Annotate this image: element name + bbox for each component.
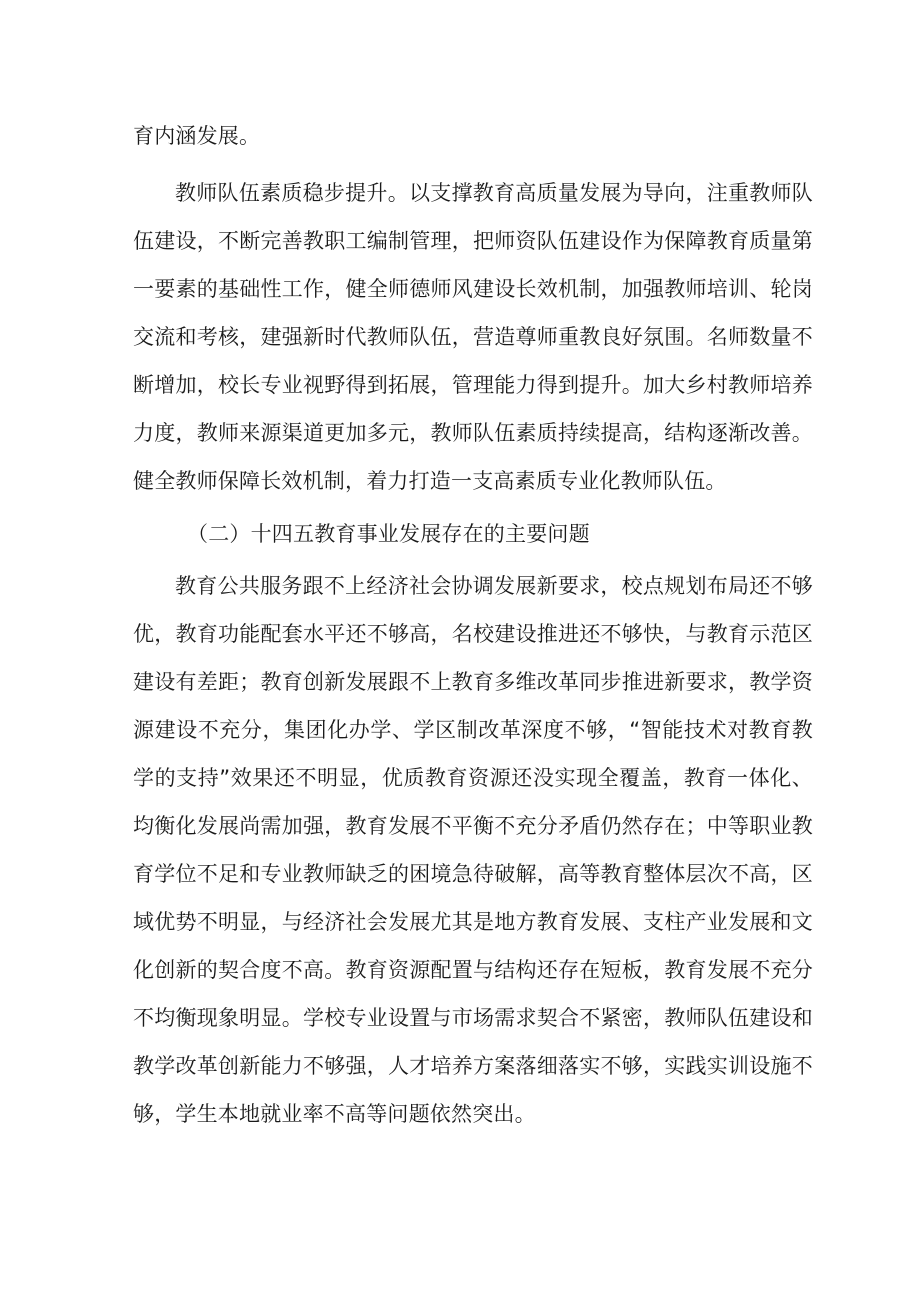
paragraph-teacher-quality: 教师队伍素质稳步提升。以支撑教育高质量发展为导向，注重教师队伍建设，不断完善教职工编制管理，把师资队伍建设作为保障教育质量第一要素的基础性工作，健全师德师风建设长效机制，加强教师培训、轮岗交流和考核，建强新时代教师队伍，营造尊师重教良好氛围。名师数量不断增加，校长专业视野得到拓展，管理能力得到提升。加大乡村教师培养力度，教师来源渠道更加多元，教师队伍素质持续提高，结构逐渐改善。健全教师保障长效机制，着力打造一支高素质专业化教师队伍。 (133, 181, 813, 493)
document-page (133, 112, 813, 1138)
paragraph-main-problems: 教育公共服务跟不上经济社会协调发展新要求，校点规划布局还不够优，教育功能配套水平还不够高，名校建设推进还不够快，与教育示范区建设有差距；教育创新发展跟不上教育多维改革同步推进新要求，教学资源建设不充分，集团化办学、学区制改革深度不够，“智能技术对教育教学的支持”效果还不明显，优质教育资源还没实现全覆盖，教育一体化、均衡化发展尚需加强，教育发展不平衡不充分矛盾仍然存在；中等职业教育学位不足和专业教师缺乏的困境急待破解，高等教育整体层次不高，区域优势不明显，与经济社会发展尤其是地方教育发展、支柱产业发展和文化创新的契合度不高。教育资源配置与结构还存在短板，教育发展不充分不均衡现象明显。学校专业设置与市场需求契合不紧密，教师队伍建设和教学改革创新能力不够强，人才培养方案落细落实不够，实践实训设施不够，学生本地就业率不高等问题依然突出。 (133, 574, 813, 1126)
paragraph-continuation: 育内涵发展。 (133, 124, 261, 148)
section-heading: （二）十四五教育事业发展存在的主要问题 (187, 522, 590, 546)
